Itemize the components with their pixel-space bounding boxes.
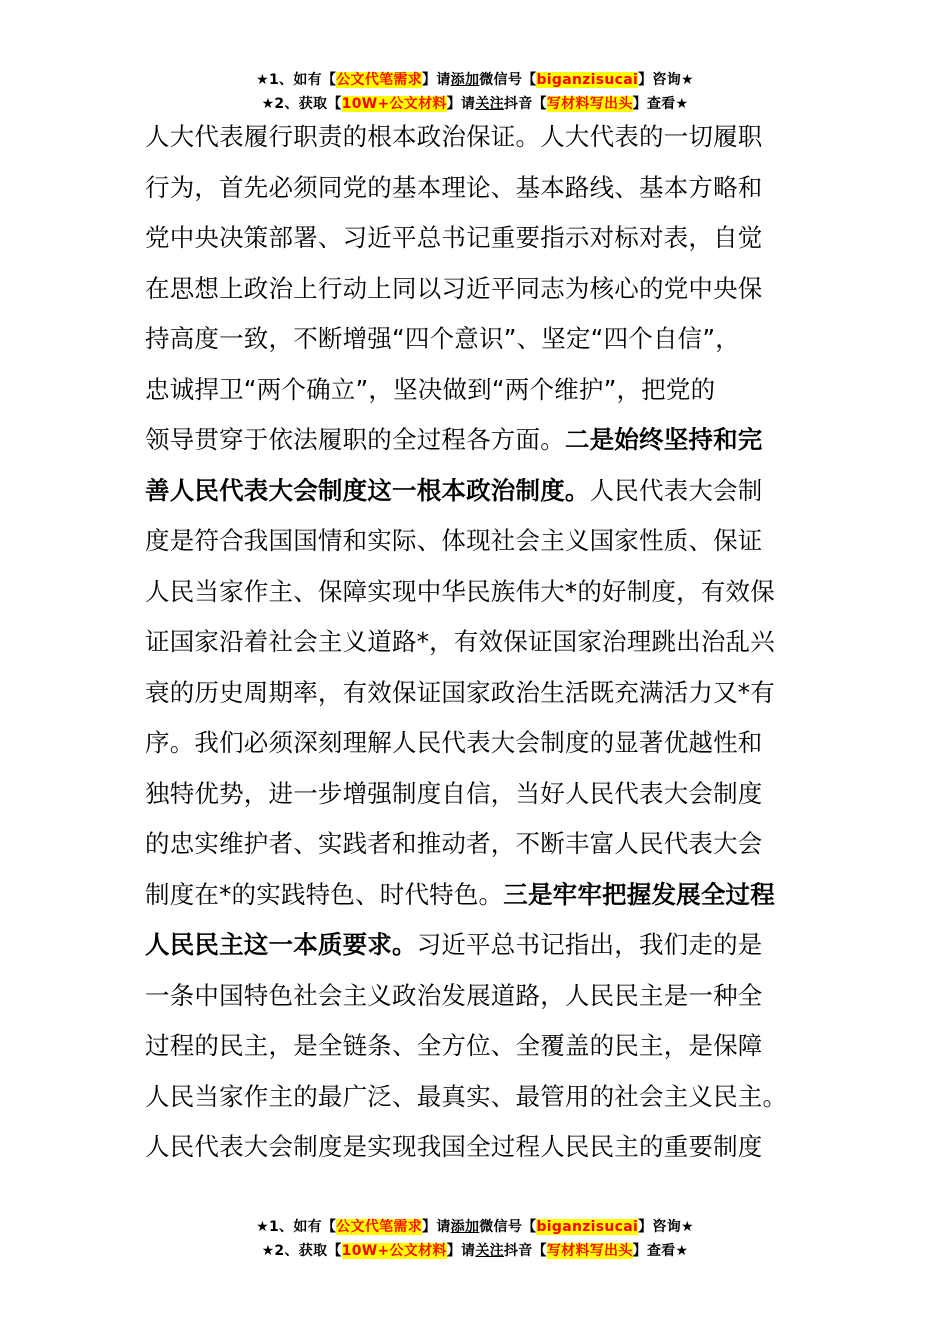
paragraph-line: 在思想上政治上行动上同以习近平同志为核心的党中央保: [145, 273, 763, 303]
header-banner: [0, 68, 950, 116]
paragraph-line: 忠诚捍卫“两个确立”，坚决做到“两个维护”，把党的: [145, 374, 716, 404]
paragraph-line: 衰的历史周期率，有效保证国家政治生活既充满活力又*有: [145, 677, 775, 707]
paragraph-line: 善人民代表大会制度这一根本政治制度。人民代表大会制: [145, 475, 763, 505]
bold-heading-2: 二是始终坚持和完: [564, 425, 763, 454]
highlight-douyin: 写材料写出头: [546, 96, 633, 112]
footer-banner: [0, 1215, 950, 1263]
footer-line-1: ★1、如有【公文代笔需求】请添加微信号【biganzisucai】咨询★: [256, 1219, 694, 1235]
highlight-service: 公文代笔需求: [336, 72, 423, 88]
paragraph-line: 独特优势，进一步增强制度自信，当好人民代表大会制度: [145, 778, 763, 808]
paragraph-line: 党中央决策部署、习近平总书记重要指示对标对表，自觉: [145, 223, 763, 252]
paragraph-line: 人民当家作主的最广泛、最真实、最管用的社会主义民主。: [145, 1081, 788, 1111]
paragraph-line: 序。我们必须深刻理解人民代表大会制度的显著优越性和: [145, 728, 763, 757]
paragraph-line: 证国家沿着社会主义道路*，有效保证国家治理跳出治乱兴: [145, 627, 775, 656]
bold-heading-3: 三是牢牢把握发展全过程: [503, 879, 775, 909]
highlight-materials: 10W+公文材料: [341, 96, 447, 112]
highlight-wechat-id: biganzisucai: [536, 1219, 639, 1235]
document-body: [145, 112, 805, 1173]
highlight-materials: 10W+公文材料: [341, 1243, 447, 1259]
highlight-service: 公文代笔需求: [336, 1219, 423, 1235]
footer-line-2: ★2、获取【10W+公文材料】请关注抖音【写材料写出头】查看★: [261, 1243, 689, 1259]
bold-heading-2-cont: 善人民代表大会制度这一根本政治制度。: [145, 475, 590, 505]
paragraph-line: 人民代表大会制度是实现我国全过程人民民主的重要制度: [145, 1132, 763, 1161]
paragraph-line: 行为，首先必须同党的基本理论、基本路线、基本方略和: [145, 172, 763, 202]
header-line-2: ★2、获取【10W+公文材料】请关注抖音【写材料写出头】查看★: [261, 96, 689, 112]
paragraph-line: 制度在*的实践特色、时代特色。三是牢牢把握发展全过程: [145, 879, 775, 909]
paragraph-line: 人大代表履行职责的根本政治保证。人大代表的一切履职: [145, 122, 763, 151]
bold-heading-3-cont: 人民民主这一本质要求。: [145, 930, 417, 959]
paragraph-line: 过程的民主，是全链条、全方位、全覆盖的民主，是保障: [145, 1031, 763, 1060]
paragraph-line: 的忠实维护者、实践者和推动者，不断丰富人民代表大会: [145, 829, 763, 858]
paragraph-line: 持高度一致，不断增强“四个意识”、坚定“四个自信”，: [145, 324, 740, 353]
highlight-wechat-id: biganzisucai: [536, 72, 639, 88]
paragraph-line: 一条中国特色社会主义政治发展道路，人民民主是一种全: [145, 980, 763, 1010]
header-line-1: ★1、如有【公文代笔需求】请添加微信号【biganzisucai】咨询★: [256, 72, 694, 88]
paragraph-line: 度是符合我国国情和实际、体现社会主义国家性质、保证: [145, 526, 763, 555]
paragraph-line: 人民民主这一本质要求。习近平总书记指出，我们走的是: [145, 930, 763, 959]
paragraph-line: 领导贯穿于依法履职的全过程各方面。二是始终坚持和完: [145, 425, 763, 454]
highlight-douyin: 写材料写出头: [546, 1243, 633, 1259]
paragraph-line: 人民当家作主、保障实现中华民族伟大*的好制度，有效保: [145, 576, 775, 606]
